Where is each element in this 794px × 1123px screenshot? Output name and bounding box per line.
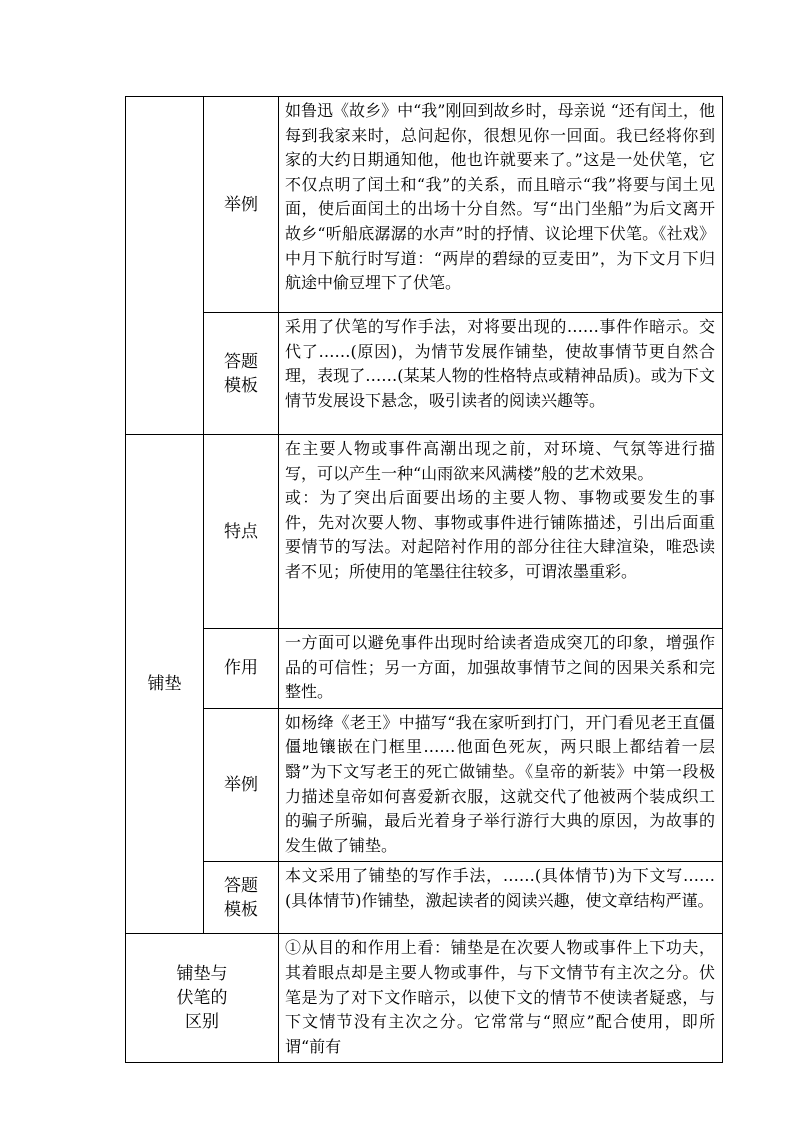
row-label: 答题 模板	[204, 313, 279, 435]
row-label: 特点	[204, 435, 279, 629]
table-row	[126, 313, 723, 435]
content-cell: ①从目的和作用上看：铺垫是在次要人物或事件上下功夫，其着眼点却是主要人物或事件，与下文情节有主次之分。伏笔是为了对下文作暗示，以使下文的情节不使读者疑惑，与下文情节没有主次之分。它常常与“照应”配合使用，即所谓“前有	[279, 934, 723, 1063]
content-cell: 采用了伏笔的写作手法，对将要出现的……事件作暗示。交代了……(原因)，为情节发展作铺垫，使故事情节更自然合理，表现了……(某某人物的性格特点或精神品质)。或为下文情节发展设下悬念，吸引读者的阅读兴趣等。	[279, 313, 723, 435]
content-cell: 在主要人物或事件高潮出现之前，对环境、气氛等进行描写，可以产生一种“山雨欲来风满楼”般的艺术效果。 或：为了突出后面要出场的主要人物、事物或要发生的事件，先对次要人物、事物或事件进行铺陈描述，引出后面重要情节的写法。对起陪衬作用的部分往往大肆渲染，唯恐读者不见；所使用的笔墨往往较多，可谓浓墨重彩。	[279, 435, 723, 629]
table-row	[126, 862, 723, 934]
table-row	[126, 97, 723, 313]
content-table	[125, 96, 723, 1063]
row-label: 举例	[204, 708, 279, 862]
row-label: 答题 模板	[204, 862, 279, 934]
content-cell: 如杨绛《老王》中描写“我在家听到打门，开门看见老王直僵僵地镶嵌在门框里……他面色死灰，两只眼上都结着一层翳”为下文写老王的死亡做铺垫。《皇帝的新装》中第一段极力描述皇帝如何喜爱新衣服，这就交代了他被两个装成织工的骗子所骗，最后光着身子举行游行大典的原因，为故事的发生做了铺垫。	[279, 708, 723, 862]
category-cell: 铺垫	[126, 435, 204, 934]
table-row	[126, 435, 723, 629]
category-cell: 铺垫与 伏笔的 区别	[126, 934, 279, 1063]
category-cell	[126, 97, 204, 435]
table-row	[126, 708, 723, 862]
table-row	[126, 934, 723, 1063]
content-cell: 本文采用了铺垫的写作手法，……(具体情节)为下文写……(具体情节)作铺垫，激起读者的阅读兴趣，使文章结构严谨。	[279, 862, 723, 934]
row-label: 举例	[204, 97, 279, 313]
table-row	[126, 629, 723, 709]
row-label: 作用	[204, 629, 279, 709]
content-cell: 如鲁迅《故乡》中“我”刚回到故乡时，母亲说 “还有闰土，他每到我家来时，总问起你，很想见你一回面。我已经将你到家的大约日期通知他，他也许就要来了。”这是一处伏笔，它不仅点明了闰土和“我”的关系，而且暗示“我”将要与闰土见面，使后面闰土的出场十分自然。写“出门坐船”为后文离开故乡“听船底潺潺的水声”时的抒情、议论埋下伏笔。《社戏》中月下航行时写道：“两岸的碧绿的豆麦田”，为下文月下归航途中偷豆埋下了伏笔。	[279, 97, 723, 313]
content-cell: 一方面可以避免事件出现时给读者造成突兀的印象，增强作品的可信性；另一方面，加强故事情节之间的因果关系和完整性。	[279, 629, 723, 709]
